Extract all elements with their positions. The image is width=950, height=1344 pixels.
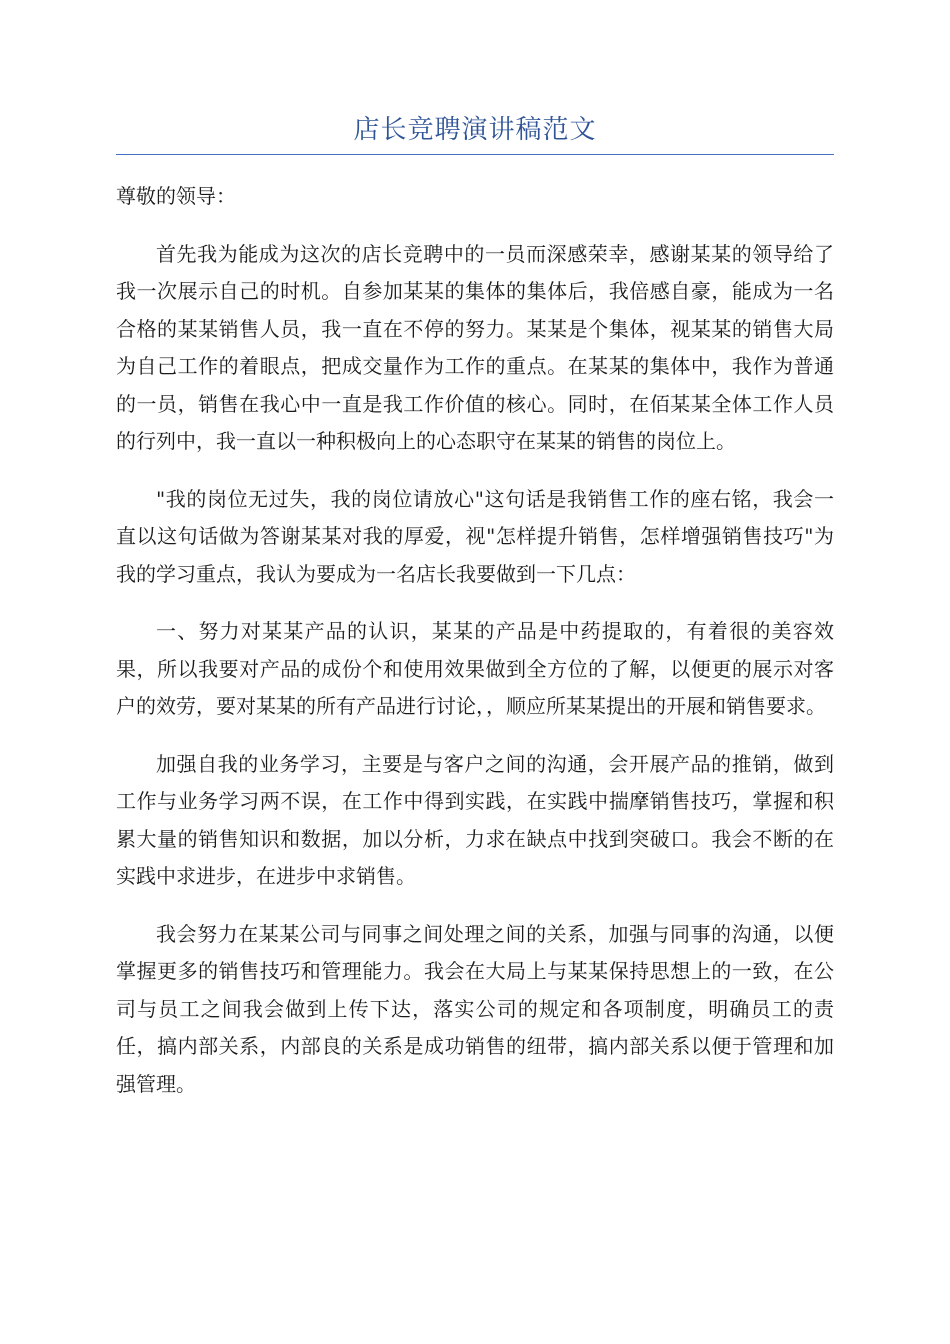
paragraph: 一、努力对某某产品的认识，某某的产品是中药提取的，有着很的美容效果，所以我要对产品的成份个和使用效果做到全方位的了解，以便更的展示对客户的效劳，要对某某的所有产品进行讨论，，顺应所某某提出的开展和销售要求。 xyxy=(116,619,834,718)
document-body xyxy=(116,178,834,1123)
paragraph: 首先我为能成为这次的店长竞聘中的一员而深感荣幸，感谢某某的领导给了我一次展示自己的时机。自参加某某的集体的集体后，我倍感自豪，能成为一名合格的某某销售人员，我一直在不停的努力。某某是个集体，视某某的销售大局为自己工作的着眼点，把成交量作为工作的重点。在某某的集体中，我作为普通的一员，销售在我心中一直是我工作价值的核心。同时，在佰某某全体工作人员的行列中，我一直以一种积极向上的心态职守在某某的销售的岗位上。 xyxy=(116,241,834,453)
paragraph: 我会努力在某某公司与同事之间处理之间的关系，加强与同事的沟通，以便掌握更多的销售技巧和管理能力。我会在大局上与某某保持思想上的一致，在公司与员工之间我会做到上传下达，落实公司的规定和各项制度，明确员工的责任，搞内部关系，内部良的关系是成功销售的纽带，搞内部关系以便于管理和加强管理。 xyxy=(116,921,834,1096)
document-title: 店长竞聘演讲稿范文 xyxy=(353,115,597,145)
title-underline xyxy=(116,154,834,155)
paragraph: "我的岗位无过失，我的岗位请放心"这句话是我销售工作的座右铭，我会一直以这句话做为答谢某某对我的厚爱，视"怎样提升销售，怎样增强销售技巧"为我的学习重点，我认为要成为一名店长我要做到一下几点： xyxy=(116,486,834,586)
salutation: 尊敬的领导： xyxy=(116,184,236,208)
paragraph: 加强自我的业务学习，主要是与客户之间的沟通，会开展产品的推销，做到工作与业务学习两不误，在工作中得到实践，在实践中揣摩销售技巧，掌握和积累大量的销售知识和数据，加以分析，力求在缺点中找到突破口。我会不断的在实践中求进步，在进步中求销售。 xyxy=(116,751,834,888)
